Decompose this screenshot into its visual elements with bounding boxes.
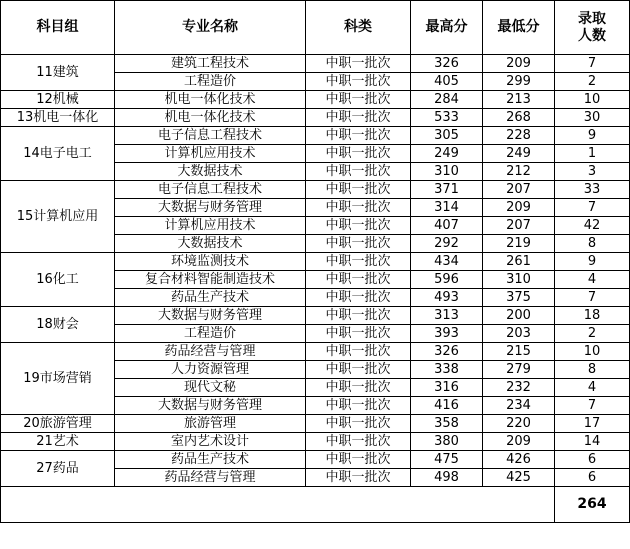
major-cell: 大数据技术 bbox=[115, 163, 306, 181]
count-cell: 9 bbox=[555, 253, 630, 271]
max-score-cell: 493 bbox=[411, 289, 483, 307]
group-name-cell: 12机械 bbox=[1, 91, 115, 109]
min-score-cell: 212 bbox=[483, 163, 555, 181]
min-score-cell: 207 bbox=[483, 217, 555, 235]
count-cell: 4 bbox=[555, 379, 630, 397]
max-score-cell: 310 bbox=[411, 163, 483, 181]
major-cell: 大数据与财务管理 bbox=[115, 307, 306, 325]
category-cell: 中职一批次 bbox=[306, 469, 411, 487]
max-score-cell: 416 bbox=[411, 397, 483, 415]
max-score-cell: 380 bbox=[411, 433, 483, 451]
count-cell: 33 bbox=[555, 181, 630, 199]
major-cell: 药品经营与管理 bbox=[115, 343, 306, 361]
max-score-cell: 405 bbox=[411, 73, 483, 91]
min-score-cell: 219 bbox=[483, 235, 555, 253]
min-score-cell: 203 bbox=[483, 325, 555, 343]
table-row bbox=[1, 415, 630, 433]
category-cell: 中职一批次 bbox=[306, 325, 411, 343]
major-cell: 机电一体化技术 bbox=[115, 109, 306, 127]
category-cell: 中职一批次 bbox=[306, 109, 411, 127]
group-name-cell: 13机电一体化 bbox=[1, 109, 115, 127]
category-cell: 中职一批次 bbox=[306, 199, 411, 217]
count-cell: 18 bbox=[555, 307, 630, 325]
major-cell: 计算机应用技术 bbox=[115, 217, 306, 235]
total-row bbox=[1, 487, 630, 523]
count-cell: 10 bbox=[555, 343, 630, 361]
min-score-cell: 220 bbox=[483, 415, 555, 433]
count-cell: 6 bbox=[555, 469, 630, 487]
max-score-cell: 475 bbox=[411, 451, 483, 469]
category-cell: 中职一批次 bbox=[306, 217, 411, 235]
table-row bbox=[1, 109, 630, 127]
min-score-cell: 249 bbox=[483, 145, 555, 163]
max-score-cell: 249 bbox=[411, 145, 483, 163]
max-score-cell: 533 bbox=[411, 109, 483, 127]
group-name-cell: 16化工 bbox=[1, 253, 115, 307]
table-row bbox=[1, 91, 630, 109]
category-cell: 中职一批次 bbox=[306, 289, 411, 307]
count-cell: 2 bbox=[555, 325, 630, 343]
min-score-cell: 261 bbox=[483, 253, 555, 271]
category-cell: 中职一批次 bbox=[306, 181, 411, 199]
count-cell: 7 bbox=[555, 289, 630, 307]
major-cell: 电子信息工程技术 bbox=[115, 127, 306, 145]
max-score-cell: 305 bbox=[411, 127, 483, 145]
major-cell: 药品生产技术 bbox=[115, 451, 306, 469]
table-row bbox=[1, 451, 630, 469]
group-name-cell: 18财会 bbox=[1, 307, 115, 343]
count-cell: 17 bbox=[555, 415, 630, 433]
group-name-cell: 21艺术 bbox=[1, 433, 115, 451]
major-cell: 机电一体化技术 bbox=[115, 91, 306, 109]
max-score-cell: 358 bbox=[411, 415, 483, 433]
category-cell: 中职一批次 bbox=[306, 379, 411, 397]
count-cell: 7 bbox=[555, 199, 630, 217]
min-score-cell: 215 bbox=[483, 343, 555, 361]
category-cell: 中职一批次 bbox=[306, 91, 411, 109]
total-count-cell: 264 bbox=[555, 487, 630, 523]
min-score-cell: 375 bbox=[483, 289, 555, 307]
count-cell: 6 bbox=[555, 451, 630, 469]
max-score-cell: 371 bbox=[411, 181, 483, 199]
category-cell: 中职一批次 bbox=[306, 361, 411, 379]
category-cell: 中职一批次 bbox=[306, 163, 411, 181]
max-score-cell: 498 bbox=[411, 469, 483, 487]
max-score-cell: 314 bbox=[411, 199, 483, 217]
min-score-cell: 425 bbox=[483, 469, 555, 487]
major-cell: 大数据技术 bbox=[115, 235, 306, 253]
category-cell: 中职一批次 bbox=[306, 235, 411, 253]
max-score-cell: 407 bbox=[411, 217, 483, 235]
header-count: 录取 人数 bbox=[555, 1, 630, 55]
max-score-cell: 292 bbox=[411, 235, 483, 253]
total-blank-cell bbox=[1, 487, 555, 523]
count-cell: 4 bbox=[555, 271, 630, 289]
count-cell: 1 bbox=[555, 145, 630, 163]
max-score-cell: 393 bbox=[411, 325, 483, 343]
min-score-cell: 207 bbox=[483, 181, 555, 199]
min-score-cell: 310 bbox=[483, 271, 555, 289]
table-row bbox=[1, 181, 630, 199]
header-max: 最高分 bbox=[411, 1, 483, 55]
max-score-cell: 326 bbox=[411, 343, 483, 361]
min-score-cell: 279 bbox=[483, 361, 555, 379]
min-score-cell: 299 bbox=[483, 73, 555, 91]
group-name-cell: 27药品 bbox=[1, 451, 115, 487]
header-group: 科目组 bbox=[1, 1, 115, 55]
category-cell: 中职一批次 bbox=[306, 397, 411, 415]
table-row bbox=[1, 127, 630, 145]
count-cell: 2 bbox=[555, 73, 630, 91]
major-cell: 工程造价 bbox=[115, 73, 306, 91]
major-cell: 大数据与财务管理 bbox=[115, 199, 306, 217]
category-cell: 中职一批次 bbox=[306, 127, 411, 145]
count-cell: 9 bbox=[555, 127, 630, 145]
count-cell: 8 bbox=[555, 361, 630, 379]
min-score-cell: 209 bbox=[483, 55, 555, 73]
category-cell: 中职一批次 bbox=[306, 433, 411, 451]
count-cell: 14 bbox=[555, 433, 630, 451]
major-cell: 人力资源管理 bbox=[115, 361, 306, 379]
max-score-cell: 338 bbox=[411, 361, 483, 379]
min-score-cell: 426 bbox=[483, 451, 555, 469]
count-cell: 7 bbox=[555, 397, 630, 415]
max-score-cell: 434 bbox=[411, 253, 483, 271]
major-cell: 药品生产技术 bbox=[115, 289, 306, 307]
min-score-cell: 213 bbox=[483, 91, 555, 109]
min-score-cell: 268 bbox=[483, 109, 555, 127]
min-score-cell: 200 bbox=[483, 307, 555, 325]
group-name-cell: 14电子电工 bbox=[1, 127, 115, 181]
max-score-cell: 284 bbox=[411, 91, 483, 109]
header-row bbox=[1, 1, 630, 55]
header-major: 专业名称 bbox=[115, 1, 306, 55]
major-cell: 计算机应用技术 bbox=[115, 145, 306, 163]
group-name-cell: 20旅游管理 bbox=[1, 415, 115, 433]
table-row bbox=[1, 433, 630, 451]
category-cell: 中职一批次 bbox=[306, 415, 411, 433]
min-score-cell: 234 bbox=[483, 397, 555, 415]
group-name-cell: 11建筑 bbox=[1, 55, 115, 91]
category-cell: 中职一批次 bbox=[306, 73, 411, 91]
major-cell: 电子信息工程技术 bbox=[115, 181, 306, 199]
min-score-cell: 209 bbox=[483, 433, 555, 451]
count-cell: 7 bbox=[555, 55, 630, 73]
min-score-cell: 209 bbox=[483, 199, 555, 217]
table-body bbox=[1, 55, 630, 523]
count-cell: 10 bbox=[555, 91, 630, 109]
category-cell: 中职一批次 bbox=[306, 343, 411, 361]
table-row bbox=[1, 307, 630, 325]
max-score-cell: 596 bbox=[411, 271, 483, 289]
major-cell: 工程造价 bbox=[115, 325, 306, 343]
min-score-cell: 228 bbox=[483, 127, 555, 145]
table-row bbox=[1, 343, 630, 361]
major-cell: 旅游管理 bbox=[115, 415, 306, 433]
major-cell: 现代文秘 bbox=[115, 379, 306, 397]
category-cell: 中职一批次 bbox=[306, 253, 411, 271]
major-cell: 药品经营与管理 bbox=[115, 469, 306, 487]
category-cell: 中职一批次 bbox=[306, 271, 411, 289]
major-cell: 复合材料智能制造技术 bbox=[115, 271, 306, 289]
count-cell: 8 bbox=[555, 235, 630, 253]
max-score-cell: 326 bbox=[411, 55, 483, 73]
table-row bbox=[1, 55, 630, 73]
major-cell: 大数据与财务管理 bbox=[115, 397, 306, 415]
header-category: 科类 bbox=[306, 1, 411, 55]
min-score-cell: 232 bbox=[483, 379, 555, 397]
count-cell: 30 bbox=[555, 109, 630, 127]
major-cell: 建筑工程技术 bbox=[115, 55, 306, 73]
table-row bbox=[1, 253, 630, 271]
header-min: 最低分 bbox=[483, 1, 555, 55]
category-cell: 中职一批次 bbox=[306, 55, 411, 73]
max-score-cell: 316 bbox=[411, 379, 483, 397]
major-cell: 环境监测技术 bbox=[115, 253, 306, 271]
category-cell: 中职一批次 bbox=[306, 145, 411, 163]
group-name-cell: 15计算机应用 bbox=[1, 181, 115, 253]
group-name-cell: 19市场营销 bbox=[1, 343, 115, 415]
count-cell: 3 bbox=[555, 163, 630, 181]
category-cell: 中职一批次 bbox=[306, 307, 411, 325]
major-cell: 室内艺术设计 bbox=[115, 433, 306, 451]
category-cell: 中职一批次 bbox=[306, 451, 411, 469]
max-score-cell: 313 bbox=[411, 307, 483, 325]
count-cell: 42 bbox=[555, 217, 630, 235]
